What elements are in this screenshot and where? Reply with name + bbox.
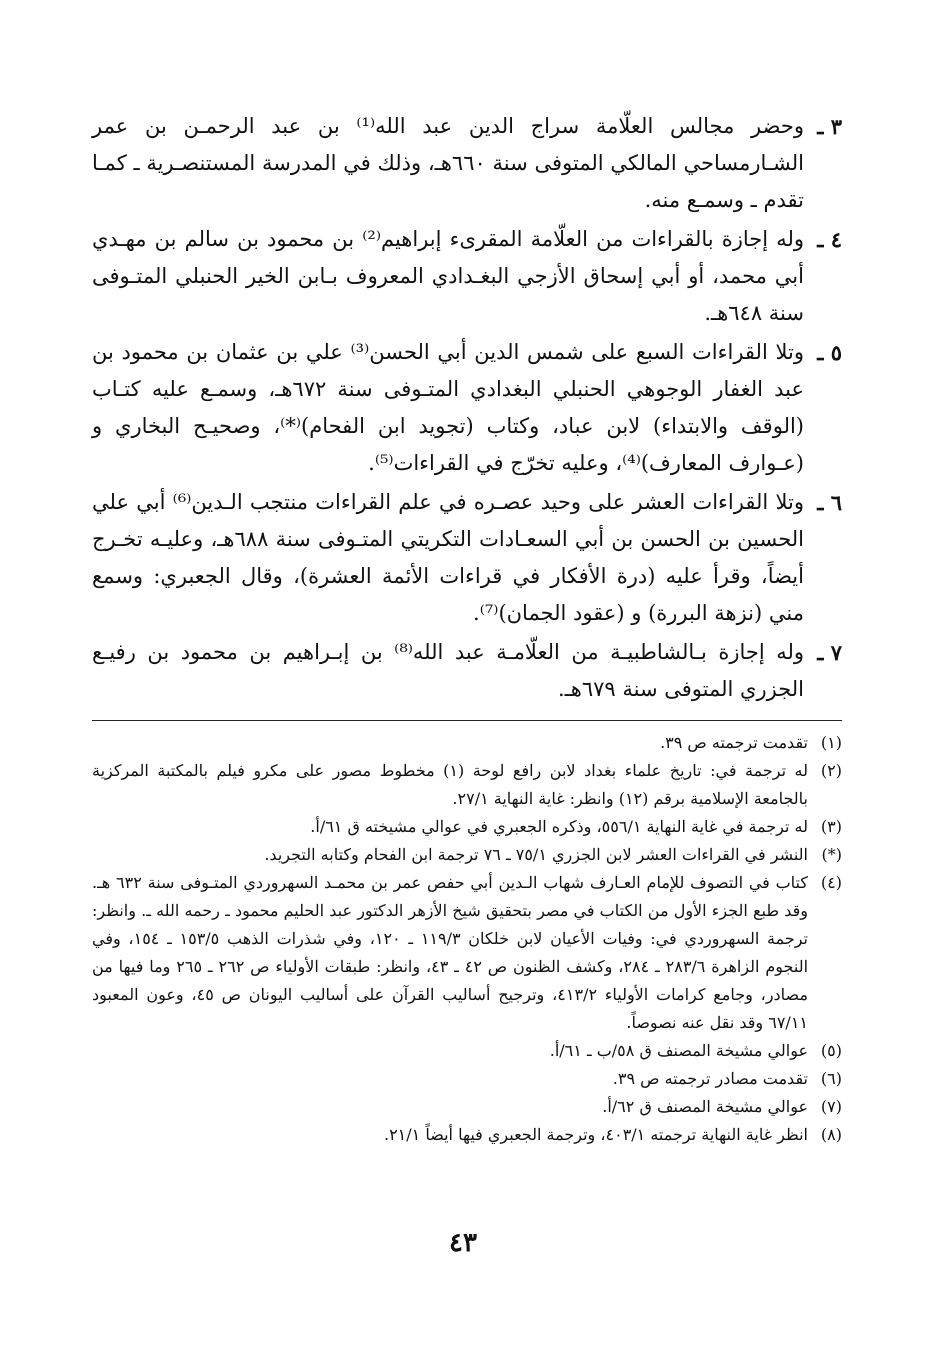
footnote-number: (٥) [820, 1041, 842, 1060]
item-number: ٤ ـ [817, 227, 842, 252]
item-number: ٣ ـ [817, 114, 842, 139]
item-number: ٧ ـ [817, 640, 842, 665]
footnote-number: (٢) [820, 761, 842, 780]
list-item [92, 634, 842, 708]
item-text: وتلا القراءات العشر على وحيد عصـره في علم القراءات منتجب الـدين⁽⁶⁾ أبي علي الحسين بن الحسن بن أبي السعـادات التكريتي المتـوفى سنة ٦٨٨هـ، وعليـه تخـرج أيضاً، وقرأ عليه (درة الأفكار في قراءات الأئمة العشرة)، وقال الجعبري: وسمع مني (نزهة البررة) و (عقود الجمان)⁽⁷⁾. [92, 490, 805, 625]
footnote [92, 757, 842, 813]
item-number: ٦ ـ [817, 490, 842, 515]
footnote [92, 729, 842, 757]
list-item [92, 334, 842, 482]
footnote [92, 1037, 842, 1065]
footnote [92, 1093, 842, 1121]
footnote-number: (١) [820, 733, 842, 752]
footnote [92, 1121, 842, 1149]
footnote-number: (٧) [820, 1097, 842, 1116]
footnote-text: كتاب في التصوف للإمام العـارف شهاب الـدين أبي حفص عمر بن محمـد السهروردي المتـوفى سنة ٦٣٢ هـ. وقد طبع الجزء الأول من الكتاب في مصر بتحقيق شيخ الأزهر الدكتور عبد الحليم محمود ـ رحمه الله ـ. وانظر: ترجمة السهروردي في: وفيات الأعيان لابن خلكان ١١٩/٣ ـ ١٢٠، وفي شذرات الذهب ١٥٣/٥ ـ ١٥٤، وفي النجوم الزاهرة ٢٨٣/٦ ـ ٢٨٤، وكشف الظنون ص ٤٢ ـ ٤٣، وانظر: طبقات الأولياء ص ٢٦٢ ـ ٢٦٥ وما فيها من مصادر، وجامع كرامات الأولياء ٤١٣/٢، وترجيح أساليب القرآن على أساليب اليونان ص ٤٥، وعون المعبود ٦٧/١١ وقد نقل عنه نصوصاً. [92, 873, 809, 1032]
footnote-text: النشر في القراءات العشر لابن الجزري ٧٥/١ ـ ٧٦ ترجمة ابن الفحام وكتابه التجريد. [264, 845, 808, 864]
footnote-text: عوالي مشيخة المصنف ق ٦٢/أ. [602, 1097, 808, 1116]
footnote-text: له ترجمة في غاية النهاية ٥٥٦/١، وذكره الجعبري في عوالي مشيخته ق ٦١/أ. [310, 817, 808, 836]
footnote-text: عوالي مشيخة المصنف ق ٥٨/ب ـ ٦١/أ. [549, 1041, 808, 1060]
page-number: ٤٣ [449, 1228, 477, 1258]
item-text: وله إجازة بالقراءات من العلّامة المقرىء إبراهيم⁽²⁾ بن محمود بن سالم بن مهـدي أبي محمد، أو أبي إسحاق الأزجي البغـدادي المعروف بـابن الخير الحنبلي المتـوفى سنة ٦٤٨هـ. [92, 227, 804, 325]
footnote-text: انظر غاية النهاية ترجمته ٤٠٣/١، وترجمة الجعبري فيها أيضاً ٢١/١. [383, 1125, 808, 1144]
footnote-text: له ترجمة في: تاريخ علماء بغداد لابن رافع لوحة (١) مخطوط مصور على مكرو فيلم بالمكتبة المركزية بالجامعة الإسلامية برقم (١٢) وانظر: غاية النهاية ٢٧/١. [92, 761, 809, 808]
footnote-number: (٤) [820, 873, 842, 892]
footnote-divider [92, 720, 842, 721]
footnote-number: (٦) [820, 1069, 842, 1088]
footnote-text: تقدمت ترجمته ص ٣٩. [660, 733, 808, 752]
footnote [92, 841, 842, 869]
list-item [92, 221, 842, 332]
item-number: ٥ ـ [817, 340, 842, 365]
footnote [92, 1065, 842, 1093]
footnote-number: (*) [821, 845, 842, 864]
list-item [92, 484, 842, 632]
page-body [92, 108, 842, 1149]
footnote [92, 869, 842, 1037]
list-item [92, 108, 842, 219]
item-text: وله إجازة بـالشاطبيـة من العلّامـة عبد الله⁽⁸⁾ بن إبـراهيم بن محمود بن رفيـع الجزري المتوفى سنة ٦٧٩هـ. [92, 640, 804, 701]
item-text: وتلا القراءات السبع على شمس الدين أبي الحسن⁽³⁾ علي بن عثمان بن محمود بن عبد الغفار الوجوهي الحنبلي البغدادي المتـوفى سنة ٦٧٢هـ، وسمـع عليه كتـاب (الوقف والابتداء) لابن عباد، وكتاب (تجويد ابن الفحام)⁽*⁾، وصحيـح البخاري و (عـوارف المعارف)⁽⁴⁾، وعليه تخرّج في القراءات⁽⁵⁾. [92, 340, 804, 475]
footnote [92, 813, 842, 841]
footnote-text: تقدمت مصادر ترجمته ص ٣٩. [612, 1069, 808, 1088]
footnote-number: (٨) [820, 1125, 842, 1144]
footnote-number: (٣) [820, 817, 842, 836]
footnotes [92, 729, 842, 1149]
item-text: وحضر مجالس العلّامة سراج الدين عبد الله⁽¹⁾ بن عبد الرحمـن بن عمر الشـارمساحي المالكي المتوفى سنة ٦٦٠هـ، وذلك في المدرسة المستنصـرية ـ كمـا تقدم ـ وسمـع منه. [92, 114, 804, 212]
